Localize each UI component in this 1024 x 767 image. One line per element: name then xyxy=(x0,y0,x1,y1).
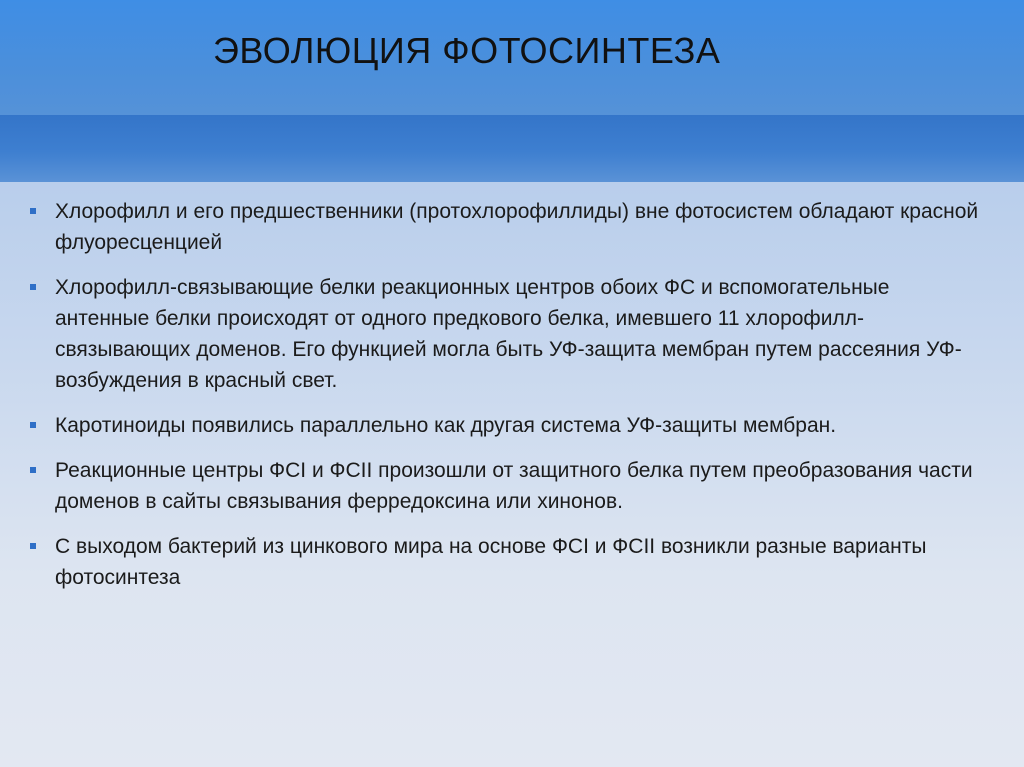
bullet-item-carotenoids xyxy=(30,410,980,441)
bullet-text: Реакционные центры ФСI и ФСII произошли от защитного белка путем преобразования части доменов в сайты связывания ферредоксина или хинонов. xyxy=(55,459,973,513)
bullet-item-chlorophyll-binding-proteins xyxy=(30,272,980,396)
bullet-square-icon xyxy=(30,467,36,473)
bullet-square-icon xyxy=(30,543,36,549)
bullet-text: Каротиноиды появились параллельно как другая система УФ-защиты мембран. xyxy=(55,414,837,437)
bullet-square-icon xyxy=(30,284,36,290)
bullet-text: Хлорофилл и его предшественники (протохлорофиллиды) вне фотосистем обладают красной флуоресценцией xyxy=(55,200,979,254)
bullet-square-icon xyxy=(30,422,36,428)
bullet-text: Хлорофилл-связывающие белки реакционных центров обоих ФС и вспомогательные антенные белки происходят от одного предкового белка, имевшего 11 хлорофилл-связывающих доменов. Его функцией могла быть УФ-защита мембран путем рассеяния УФ-возбуждения в красный свет. xyxy=(55,276,962,392)
bullet-item-zinc-world xyxy=(30,531,980,593)
bullet-item-chlorophyll-fluorescence xyxy=(30,196,980,258)
title-bar xyxy=(0,0,1024,115)
slide-title: ЭВОЛЮЦИЯ ФОТОСИНТЕЗА xyxy=(213,30,721,71)
bullet-list xyxy=(30,196,980,607)
header-band xyxy=(0,115,1024,182)
bullet-square-icon xyxy=(30,208,36,214)
bullet-item-reaction-centers xyxy=(30,455,980,517)
bullet-text: С выходом бактерий из цинкового мира на основе ФСI и ФСII возникли разные варианты фотосинтеза xyxy=(55,535,927,589)
